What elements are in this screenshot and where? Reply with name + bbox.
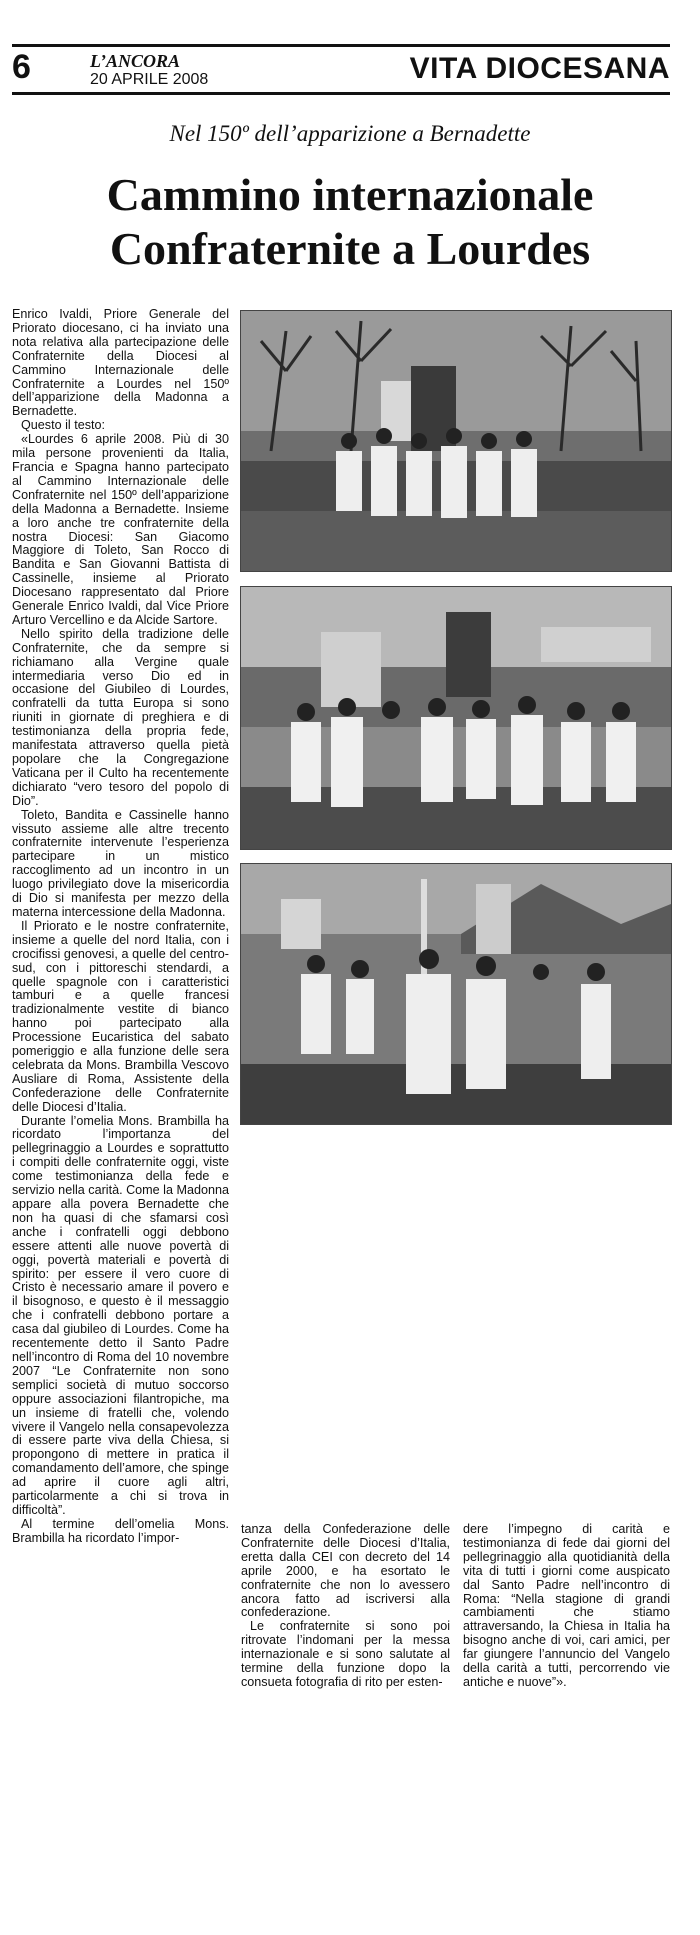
section-title: VITA DIOCESANA (409, 52, 670, 85)
paragraph: Enrico Ivaldi, Priore Generale del Priorato diocesano, ci ha inviato una nota relativa alla partecipazione delle Confraternite della Diocesi al Cammino Internazionale delle Confraternite a Lourdes nel 150º dell’apparizione della Madonna a Bernadette. (12, 307, 229, 419)
header-bottom-rule (12, 92, 670, 95)
article-headline (0, 168, 700, 276)
paragraph: Le confraternite si sono poi ritrovate l’indomani per la messa internazionale e si sono salutate al termine della funzione dopo la consueta fotografia di rito per esten- (241, 1619, 450, 1689)
paragraph: Durante l’omelia Mons. Brambilla ha ricordato l’importanza del pellegrinaggio a Lourdes e soprattutto i compiti delle confraternite oggi, viste come testimonianza della fede e servizio nella carità. Come la Madonna appare alla povera Bernadette che non ha quasi di che sfamarsi così anche i confratelli oggi debbono essere attenti alle nuove povertà di oggi, povertà materiali e povertà di spirito: per essere il vero cuore di Cristo è necessario amare il povero e il bisognoso, e questo è il messaggio che i confratelli debbono portare a casa dal giubileo di Lourdes. Come ha recentemente detto il Santo Padre nell’incontro di Roma del 10 novembre 2007 “Le Confraternite non sono semplici società di mutuo soccorso oppure associazioni filantropiche, ma un insieme di fratelli che, volendo vivere il Vangelo nella consapevolezza di essere parte viva della Chiesa, si propongono di mettere in pratica il comandamento dell’amore, che spinge ad aprire il cuore agli altri, particolarmente a chi si trova in difficoltà”. (12, 1113, 229, 1517)
paragraph: Questo il testo: (21, 418, 105, 433)
article-kicker: Nel 150º dell’apparizione a Bernadette (169, 121, 531, 146)
paragraph: tanza della Confederazione delle Confraternite delle Diocesi d’Italia, eretta dalla CEI con decreto del 14 aprile 2000, e ha esortato le confraternite che non lo avessero ancora fatto ad iscriversi alla confederazione. (241, 1522, 450, 1620)
paragraph: «Lourdes 6 aprile 2008. Più di 30 mila persone provenienti da Italia, Francia e Spagna hanno partecipato al Cammino Internazionale delle Confraternite nel 150º dell’apparizione della Madonna a Bernadette. Insieme a loro anche tre confraternite della nostra Diocesi: San Giacomo Maggiore di Toleto, San Rocco di Bandita e San Giovanni Battista di Cassinelle, insieme al Priorato Diocesano rappresentato dal Priore Generale Enrico Ivaldi, dal Vice Priore Arturo Vercellino e da Alcide Sartore. (12, 432, 229, 627)
top-rule (12, 44, 670, 47)
paragraph: Il Priorato e le nostre confraternite, insieme a quelle del nord Italia, con i crocifissi genovesi, a quelle del centro-sud, con i pittoreschi stendardi, a quelle spagnole con i caratteristici tamburi e a quelle francesi tradizionalmente vestite di bianco hanno poi partecipato alla Processione Eucaristica del sabato pomeriggio e alla funzione delle sera celebrata da Mons. Brambilla Vescovo Ausliare di Roma, Assistente della Confederazione delle Confraternite delle Diocesi d’Italia. (12, 918, 229, 1114)
paragraph: Al termine dell’omelia Mons. Brambilla ha ricordato l’impor- (12, 1516, 229, 1545)
photo-procession-crucifix (240, 863, 672, 1125)
article-column-2 (241, 1523, 450, 1690)
issue-date: 20 APRILE 2008 (90, 71, 209, 88)
photo-procession-trees (240, 310, 672, 572)
photo-confraternity-banners (240, 586, 672, 850)
article-column-1 (12, 308, 229, 1546)
newspaper-name: L’ANCORA (90, 51, 181, 71)
paragraph: Nello spirito della tradizione delle Confraternite, che da sempre si richiamano alla Vergine quale intermediaria verso Dio ed in occasione del Giubileo di Lourdes, confratelli da tutta Europa si sono riuniti in giornate di preghiera e di testimonianza della propria fede, manifestata attraverso quella pietà popolare che la Congregazione Vaticana per il Culto ha recentemente dichiarato “vero tesoro del popolo di Dio”. (12, 626, 229, 808)
article-column-3 (463, 1523, 670, 1690)
headline-line-1: Cammino internazionale (106, 169, 594, 220)
headline-line-2: Confraternite a Lourdes (109, 223, 591, 274)
paragraph: dere l’impegno di carità e testimonianza di fede dai giorni del pellegrinaggio alla quotidianità della vita di tutti i giorni come auspicato dal Santo Padre nell’incontro di Roma: “Nella stagione di grandi cambiamenti che stiamo attraversando, la Chiesa in Italia ha bisogno anche di voi, cari amici, per far giungere l’annuncio del Vangelo della carità a tutti, percorrendo vie antiche e nuove”». (463, 1522, 670, 1689)
paragraph: Toleto, Bandita e Cassinelle hanno vissuto assieme alle altre trecento confraternite intervenute l’esperienza partecipare in un mistico raccoglimento ad un incontro in un luogo privilegiato dove la misericordia di Dio si manifesta per mezzo della materna intercessione della Madonna. (12, 807, 229, 919)
page-number: 6 (12, 48, 31, 86)
